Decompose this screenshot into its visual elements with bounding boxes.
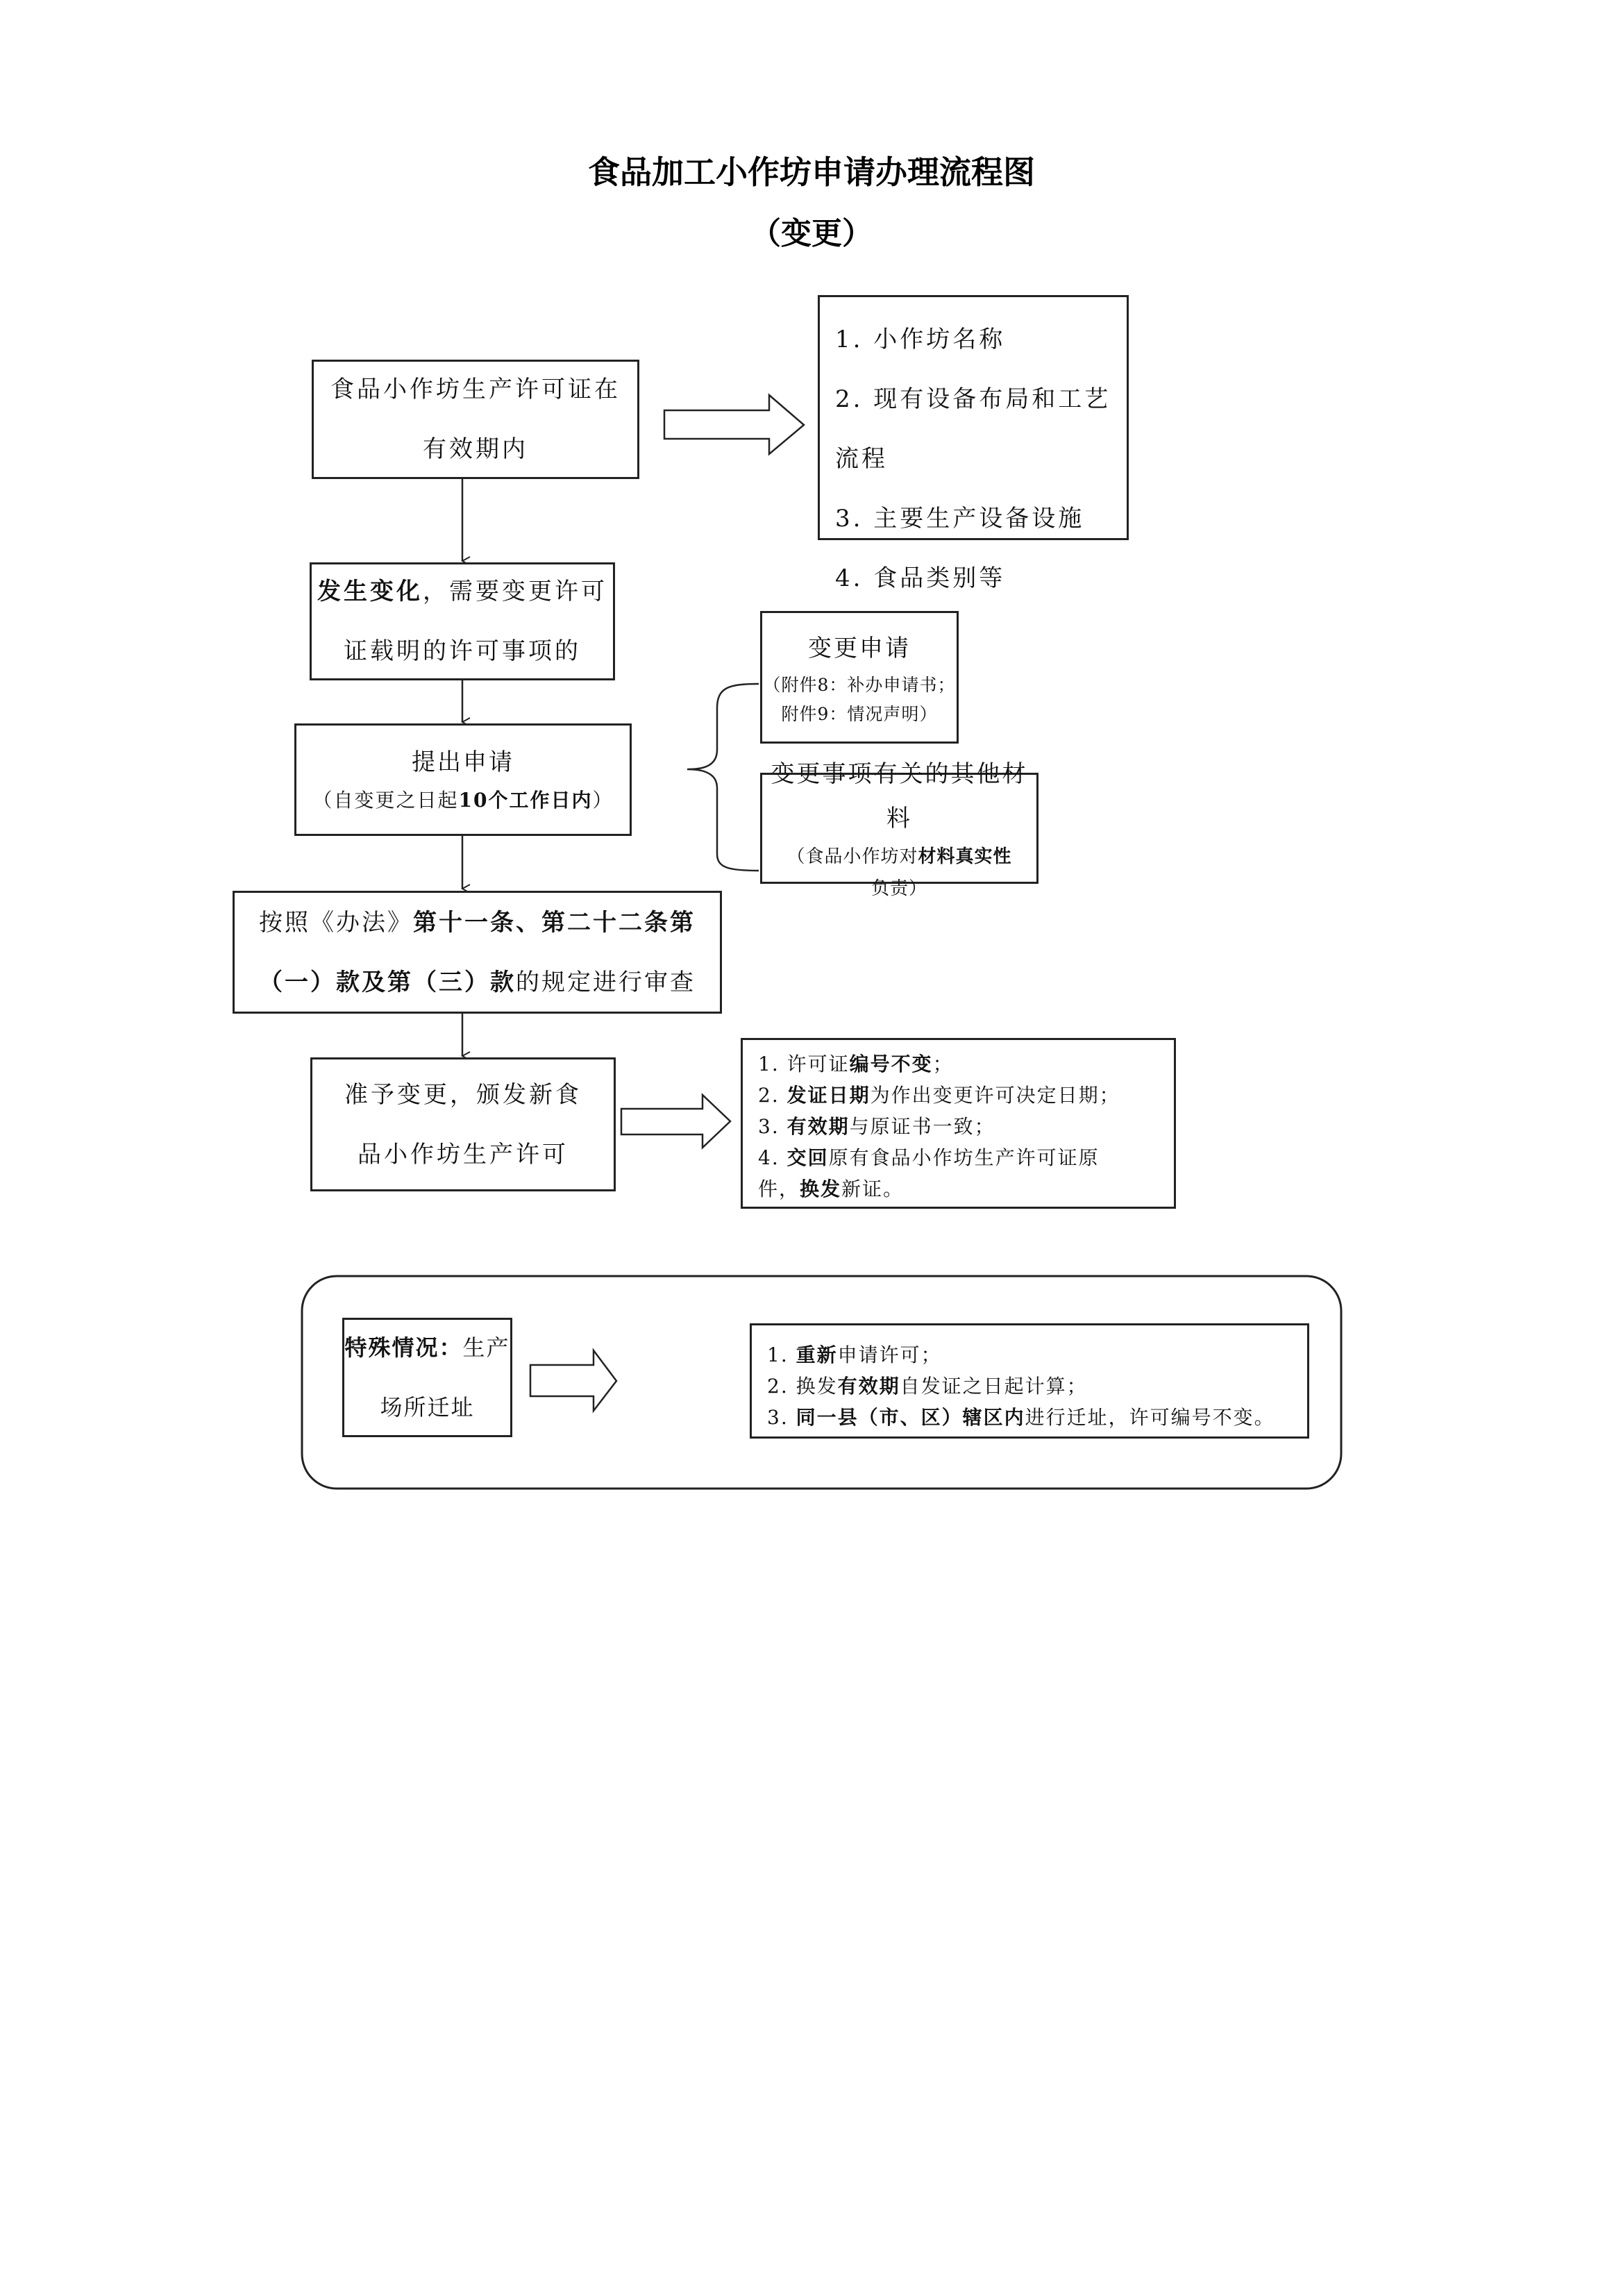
- list-item: 2. 换发有效期自发证之日起计算；: [767, 1375, 1088, 1398]
- page-subtitle: （变更）: [750, 216, 873, 251]
- node-change-application-line1: （附件8：补办申请书；: [763, 674, 956, 695]
- list-item-continuation: 件，换发新证。: [758, 1178, 905, 1200]
- node-approve-line1: 准予变更，颁发新食: [344, 1080, 582, 1109]
- list-item: 3. 同一县（市、区）辖区内进行迁址，许可编号不变。: [767, 1406, 1275, 1429]
- brace-icon: [687, 684, 759, 871]
- node-change-occurs-rest: ，需要变更许可: [423, 578, 607, 605]
- node-change-occurs-bold: 发生变化: [317, 578, 423, 605]
- node-change-application-line2: 附件9：情况声明）: [781, 703, 938, 724]
- list-item: 2. 现有设备布局和工艺流程: [835, 385, 1111, 473]
- node-start: [312, 360, 639, 479]
- node-submit-note-suffix: ）: [592, 789, 614, 812]
- block-arrow-right-icon: [530, 1350, 616, 1411]
- list-item: 1. 许可证编号不变；: [758, 1053, 954, 1075]
- node-change-application: [760, 611, 959, 744]
- block-arrow-right-icon: [621, 1095, 730, 1148]
- list-item: 4. 交回原有食品小作坊生产许可证原: [758, 1146, 1100, 1169]
- node-other-materials: [760, 760, 1038, 899]
- special-result-list: [750, 1323, 1309, 1439]
- list-item: 1. 重新申请许可；: [767, 1343, 942, 1366]
- page-title: 食品加工小作坊申请办理流程图: [588, 153, 1035, 191]
- node-submit: [294, 723, 632, 836]
- node-change-application-title: 变更申请: [808, 634, 911, 662]
- node-approve-line2: 品小作坊生产许可: [358, 1140, 569, 1168]
- list-item: 4. 食品类别等: [835, 564, 1006, 592]
- node-other-materials-note-suffix: 负责）: [871, 878, 927, 899]
- node-change-occurs-line2: 证载明的许可事项的: [344, 637, 581, 665]
- change-items-list: [818, 295, 1129, 592]
- node-approve: [310, 1057, 616, 1191]
- node-other-materials-note-bold: 材料真实性: [918, 846, 1012, 867]
- node-other-materials-title: 变更事项有关的其他材料: [771, 760, 1028, 832]
- node-submit-note-prefix: （自变更之日起: [312, 789, 459, 812]
- node-review-l1-bold: 第十一条、第二十二条第: [413, 908, 696, 937]
- special-label-line2: 场所迁址: [380, 1394, 475, 1421]
- result-list: [741, 1038, 1176, 1209]
- list-item: 3. 有效期与原证书一致；: [758, 1115, 995, 1138]
- list-item: 3. 主要生产设备设施: [835, 505, 1085, 533]
- node-start-line2: 有效期内: [423, 435, 528, 463]
- node-change-occurs: [310, 562, 615, 680]
- special-label-rest: 生产: [462, 1334, 510, 1361]
- block-arrow-right-icon: [664, 395, 804, 454]
- node-submit-note-bold: 10个工作日内: [458, 789, 593, 812]
- node-special-case: [342, 1318, 512, 1437]
- node-review: [233, 891, 722, 1014]
- node-submit-title: 提出申请: [412, 748, 514, 776]
- node-review-l1-normal: 按照《办法》: [259, 908, 413, 937]
- special-label-bold: 特殊情况：: [344, 1334, 463, 1361]
- node-other-materials-note-prefix: （食品小作坊对: [787, 846, 918, 867]
- list-item: 1. 小作坊名称: [835, 326, 1006, 353]
- node-review-l2-normal: 的规定进行审查: [516, 968, 696, 996]
- node-review-l2-bold: （一）款及第（三）款: [259, 968, 516, 996]
- list-item: 2. 发证日期为作出变更许可决定日期；: [758, 1084, 1120, 1107]
- node-start-line1: 食品小作坊生产许可证在: [330, 376, 621, 403]
